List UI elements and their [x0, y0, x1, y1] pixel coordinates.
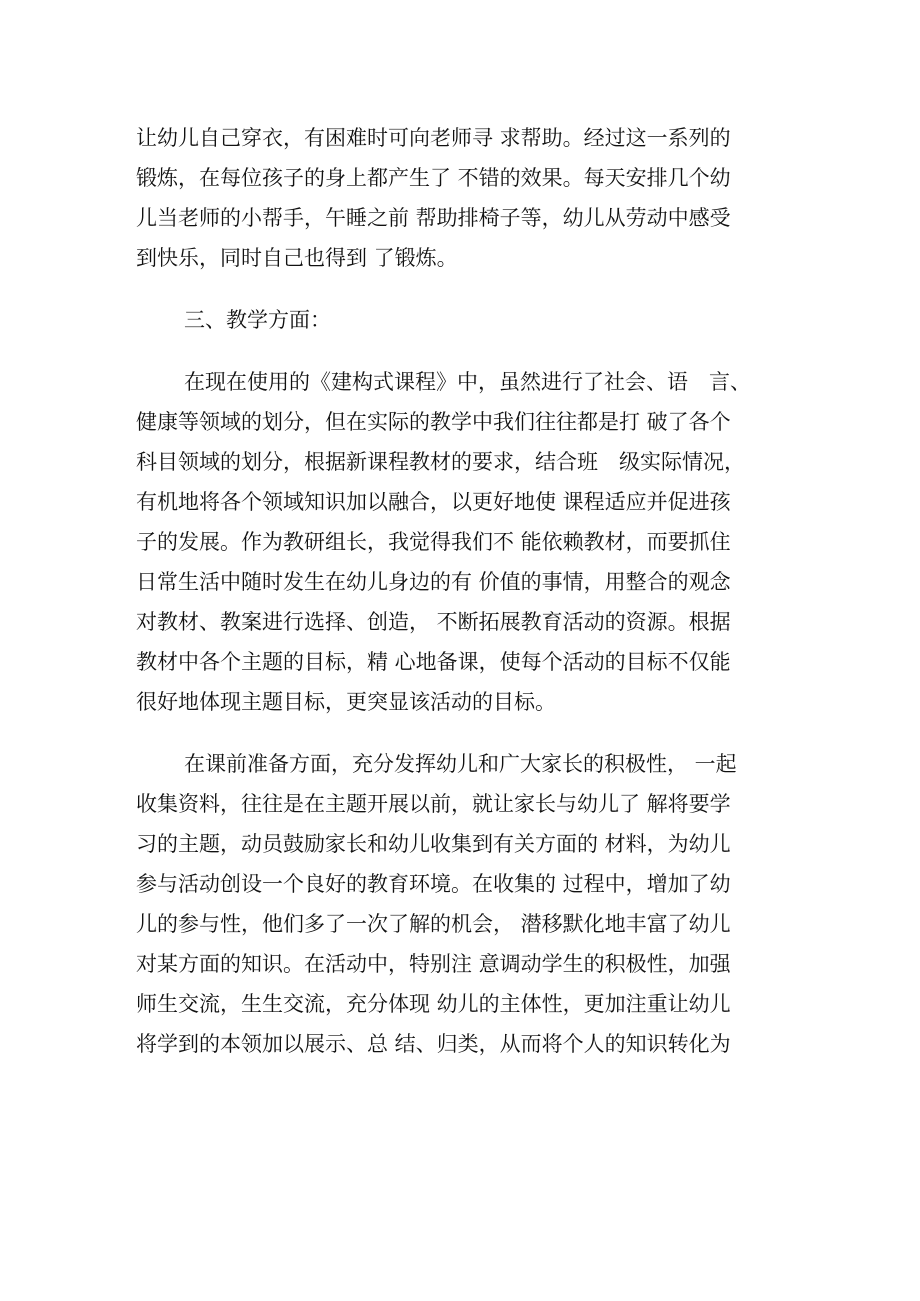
paragraph-gap [136, 340, 792, 362]
paragraph-gap [136, 278, 792, 300]
text-line: 锻炼，在每位孩子的身上都产生了 不错的效果。每天安排几个幼 [136, 166, 731, 190]
text-line: 有机地将各个领域知识加以融合，以更好地使 课程适应并促进孩 [136, 490, 731, 514]
text-line: 在现在使用的《建构式课程》中，虽然进行了社会、语 言、 [184, 370, 751, 394]
text-line: 在课前准备方面，充分发挥幼儿和广大家长的积极性， 一起 [184, 752, 737, 776]
text-line: 参与活动创设一个良好的教育环境。在收集的 过程中，增加了幼 [136, 872, 731, 896]
text-line: 到快乐，同时自己也得到 了锻炼。 [136, 246, 458, 270]
heading-text: 三、教学方面： [184, 308, 331, 332]
text-line: 科目领域的划分，根据新课程教材的要求，结合班 级实际情况， [136, 450, 745, 474]
section-heading [136, 300, 792, 340]
paragraph-curriculum [136, 362, 792, 722]
text-line: 将学到的本领加以展示、总 结、归类，从而将个人的知识转化为 [136, 1032, 731, 1056]
text-line: 日常生活中随时发生在幼儿身边的有 价值的事情，用整合的观念 [136, 570, 731, 594]
text-line: 儿的参与性，他们多了一次了解的机会， 潜移默化地丰富了幼儿 [136, 912, 731, 936]
paragraph-lesson-prep [136, 744, 792, 1064]
text-line: 让幼儿自己穿衣，有困难时可向老师寻 求帮助。经过这一系列的 [136, 126, 731, 150]
text-line: 对某方面的知识。在活动中，特别注 意调动学生的积极性，加强 [136, 952, 731, 976]
text-line: 师生交流，生生交流，充分体现 幼儿的主体性，更加注重让幼儿 [136, 992, 731, 1016]
text-line: 健康等领域的划分，但在实际的教学中我们往往都是打 破了各个 [136, 410, 731, 434]
text-line: 对教材、教案进行选择、创造， 不断拓展教育活动的资源。根据 [136, 610, 731, 634]
text-line: 教材中各个主题的目标，精 心地备课，使每个活动的目标不仅能 [136, 650, 731, 674]
paragraph-gap [136, 722, 792, 744]
text-line: 很好地体现主题目标，更突显该活动的目标。 [136, 690, 556, 714]
text-line: 习的主题，动员鼓励家长和幼儿收集到有关方面的 材料，为幼儿 [136, 832, 731, 856]
text-line: 收集资料，往往是在主题开展以前，就让家长与幼儿了 解将要学 [136, 792, 731, 816]
paragraph-self-dressing [136, 118, 792, 278]
text-line: 儿当老师的小帮手，午睡之前 帮助排椅子等，幼儿从劳动中感受 [136, 206, 731, 230]
text-line: 子的发展。作为教研组长，我觉得我们不 能依赖教材，而要抓住 [136, 530, 731, 554]
